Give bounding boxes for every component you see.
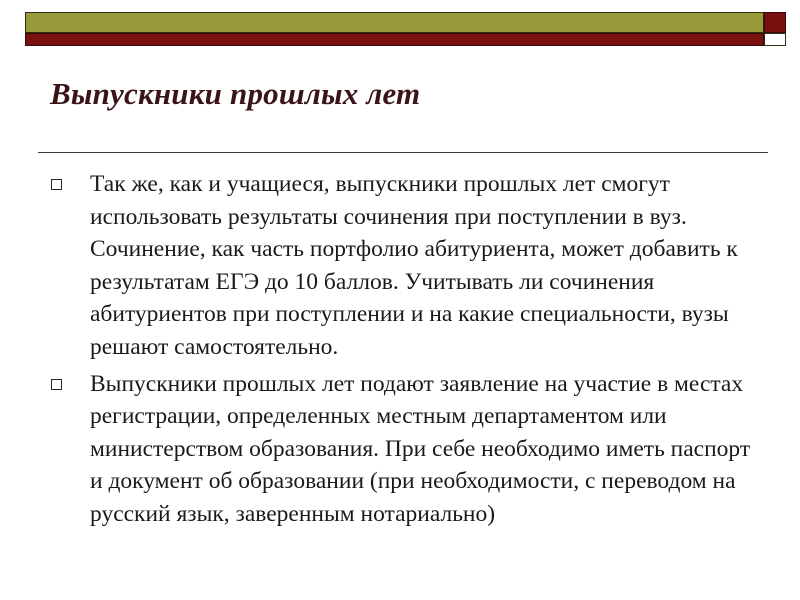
title-divider	[38, 152, 768, 153]
hollow-square-bullet-icon	[51, 179, 62, 190]
corner-maroon-square	[764, 12, 786, 33]
header-olive-bar	[25, 12, 764, 33]
bullet-text: Выпускники прошлых лет подают заявление на участие в местах регистрации, определенных местным департаментом или министерством образования. При себе необходимо иметь паспорт и документ об образовании (при необходимости, с переводом на русский язык, заверенным нотариально)	[90, 370, 751, 527]
slide-title: Выпускники прошлых лет	[50, 76, 421, 111]
bullet-list	[0, 168, 800, 531]
corner-white-square	[764, 33, 786, 46]
bullet-item	[0, 168, 800, 364]
bullet-text: Так же, как и учащиеся, выпускники прошлых лет смогут использовать результаты сочинения при поступлении в вуз. Сочинение, как часть портфолио абитуриента, может добавить к результатам ЕГЭ до 10 баллов. Учитывать ли сочинения абитуриентов при поступлении и на какие специальности, вузы решают самостоятельно.	[90, 171, 738, 360]
hollow-square-bullet-icon	[51, 379, 62, 390]
header-maroon-bar	[25, 33, 764, 46]
bullet-item	[0, 368, 800, 531]
